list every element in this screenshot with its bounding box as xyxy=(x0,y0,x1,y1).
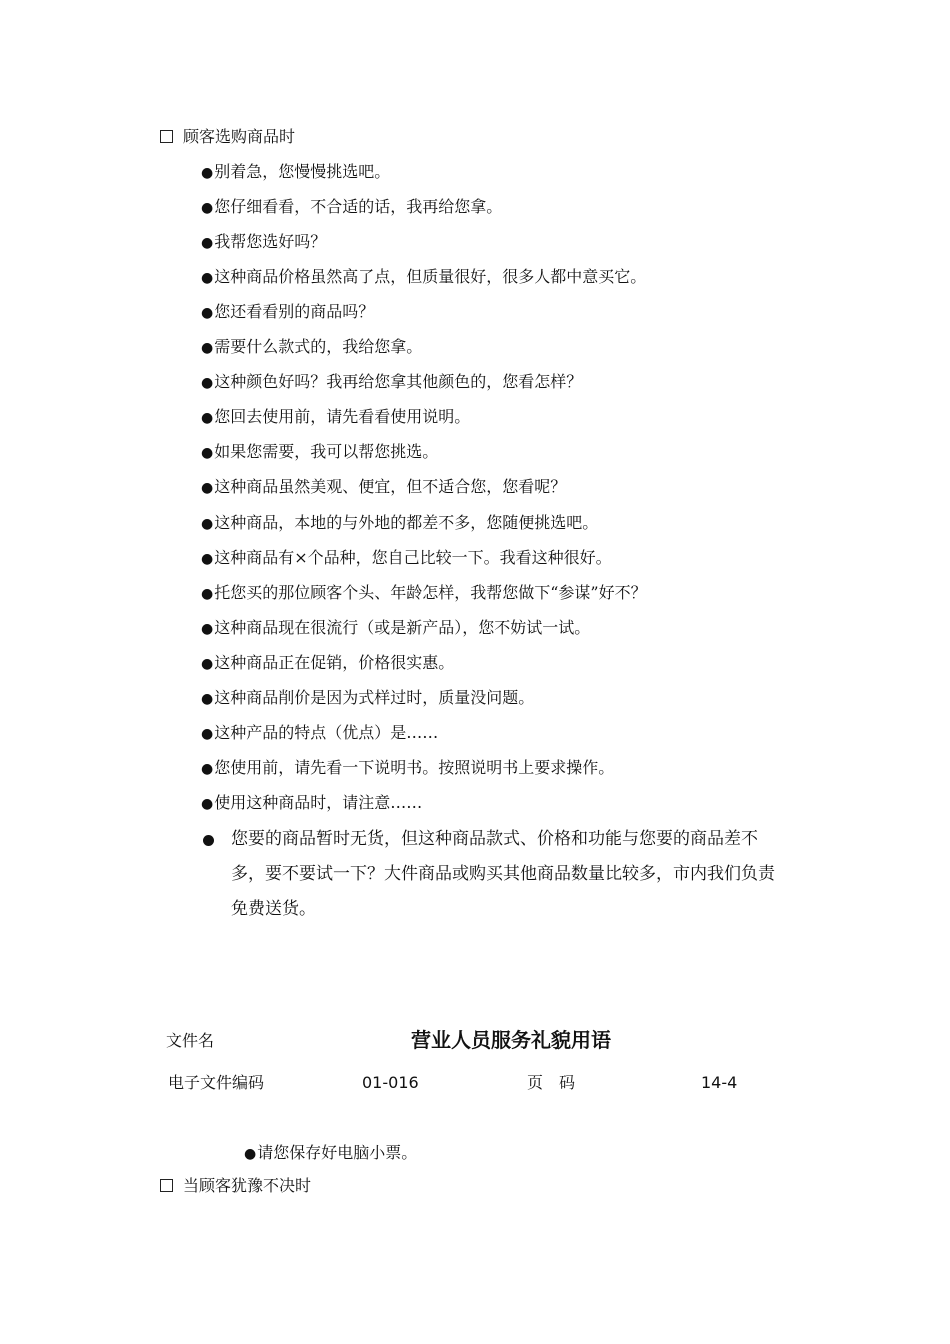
list-item xyxy=(201,266,646,289)
checkbox-square-icon xyxy=(160,130,173,143)
section-heading-text: 顾客选购商品时 xyxy=(183,127,296,146)
bullet-dot-icon: ● xyxy=(201,796,214,812)
list-item xyxy=(201,792,422,815)
bullet-dot-icon: ● xyxy=(201,270,214,286)
bullet-dot-icon: ● xyxy=(201,165,214,181)
list-item xyxy=(201,617,590,640)
list-item xyxy=(201,757,614,780)
bullet-dot-icon: ● xyxy=(244,1146,257,1162)
list-item-text: 这种产品的特点（优点）是…… xyxy=(214,723,439,742)
bullet-dot-icon: ● xyxy=(201,235,214,251)
list-item xyxy=(201,441,438,464)
list-item-paragraph: 您要的商品暂时无货，但这种商品款式、价格和功能与您要的商品差不多，要不要试一下？大件商品或购买其他商品数量比较多，市内我们负责免费送货。 xyxy=(231,829,775,919)
list-item xyxy=(201,406,470,429)
bullet-dot-icon: ● xyxy=(201,305,214,321)
list-item-text: 这种颜色好吗？我再给您拿其他颜色的，您看怎样？ xyxy=(214,372,583,391)
list-item xyxy=(201,161,390,184)
bullet-dot-icon: ● xyxy=(201,340,214,356)
bullet-dot-icon: ● xyxy=(201,445,214,461)
list-item-text: 托您买的那位顾客个头、年龄怎样，我帮您做下“参谋”好不？ xyxy=(214,583,647,602)
list-item xyxy=(244,1142,417,1165)
list-item-text: 请您保存好电脑小票。 xyxy=(257,1143,418,1162)
bullet-dot-icon: ● xyxy=(201,656,214,672)
list-item-text: 这种商品虽然美观、便宜，但不适合您，您看呢？ xyxy=(214,477,567,496)
list-item-text: 您回去使用前，请先看看使用说明。 xyxy=(214,407,471,426)
list-item xyxy=(201,476,566,499)
bullet-dot-icon: ● xyxy=(201,761,214,777)
list-item-text: 使用这种商品时，请注意…… xyxy=(214,793,423,812)
list-item xyxy=(201,582,647,605)
bullet-dot-icon: ● xyxy=(201,586,214,602)
bullet-dot-icon: ● xyxy=(201,200,214,216)
bullet-dot-icon: ● xyxy=(201,480,214,496)
list-item-text: 这种商品现在很流行（或是新产品），您不妨试一试。 xyxy=(214,618,591,637)
section-heading-text: 当顾客犹豫不决时 xyxy=(183,1176,312,1195)
section-heading-hesitating xyxy=(160,1175,311,1197)
page-value: 14-4 xyxy=(701,1073,738,1092)
file-name-label: 文件名 xyxy=(166,1031,215,1050)
bullet-dot-icon xyxy=(203,835,214,846)
file-code-label: 电子文件编码 xyxy=(168,1073,265,1092)
list-item-text: 这种商品，本地的与外地的都差不多，您随便挑选吧。 xyxy=(214,513,599,532)
file-code-value: 01-016 xyxy=(362,1073,419,1092)
list-item xyxy=(201,512,598,535)
list-item-text: 如果您需要，我可以帮您挑选。 xyxy=(214,442,439,461)
bullet-dot-icon: ● xyxy=(201,551,214,567)
bullet-dot-icon: ● xyxy=(201,516,214,532)
page-label: 页 码 xyxy=(527,1073,576,1092)
list-item-text: 这种商品价格虽然高了点，但质量很好，很多人都中意买它。 xyxy=(214,267,647,286)
list-item-text: 您使用前，请先看一下说明书。按照说明书上要求操作。 xyxy=(214,758,615,777)
bullet-dot-icon: ● xyxy=(201,691,214,707)
list-item-text: 您还看看别的商品吗？ xyxy=(214,302,375,321)
list-item xyxy=(201,196,502,219)
list-item xyxy=(201,547,612,570)
list-item xyxy=(201,722,438,745)
section-heading-choosing xyxy=(160,126,295,148)
list-item xyxy=(201,301,374,324)
document-title: 营业人员服务礼貌用语 xyxy=(411,1028,611,1052)
list-item-text: 这种商品有×个品种，您自己比较一下。我看这种很好。 xyxy=(214,548,612,567)
bullet-dot-icon: ● xyxy=(201,726,214,742)
bullet-dot-icon: ● xyxy=(201,621,214,637)
bullet-dot-icon: ● xyxy=(201,410,214,426)
list-item xyxy=(201,371,582,394)
list-item-text: 需要什么款式的，我给您拿。 xyxy=(214,337,423,356)
checkbox-square-icon xyxy=(160,1179,173,1192)
list-item xyxy=(201,336,422,359)
bullet-dot-icon: ● xyxy=(201,375,214,391)
list-item xyxy=(201,231,326,254)
list-item xyxy=(201,652,454,675)
list-item xyxy=(201,687,534,710)
list-item-text: 我帮您选好吗？ xyxy=(214,232,327,251)
list-item-text: 您仔细看看，不合适的话，我再给您拿。 xyxy=(214,197,503,216)
list-item-text: 这种商品正在促销，价格很实惠。 xyxy=(214,653,455,672)
list-item-text: 别着急，您慢慢挑选吧。 xyxy=(214,162,391,181)
list-item-text: 这种商品削价是因为式样过时，质量没问题。 xyxy=(214,688,535,707)
